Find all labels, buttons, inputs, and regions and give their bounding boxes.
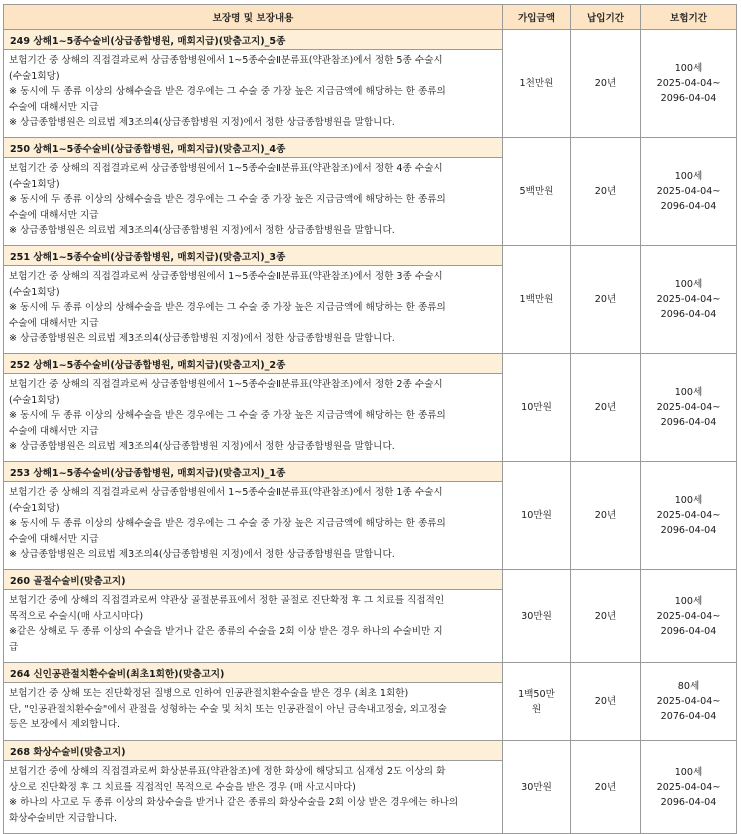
coverage-title-row xyxy=(4,246,737,266)
coverage-title-row xyxy=(4,462,737,482)
insurance-term xyxy=(641,462,737,570)
coverage-description-line: 수술에 대해서만 지급 xyxy=(9,317,99,329)
coverage-description-line: (수술1회당) xyxy=(9,178,60,190)
coverage-amount-line: 원 xyxy=(531,703,542,715)
insurance-term-line: 2025-04-04~ xyxy=(656,696,721,707)
coverage-description-line: 수술에 대해서만 지급 xyxy=(9,101,99,113)
insurance-term xyxy=(641,570,737,663)
table-header-row xyxy=(4,5,737,30)
insurance-term xyxy=(641,741,737,834)
coverage-description-line: 보험기간 중 상해의 직접결과로써 상급종합병원에서 1~5종수술Ⅱ분류표(약관참조)에서 정한 5종 수술시 xyxy=(9,55,443,66)
insurance-term xyxy=(641,663,737,741)
coverage-description-line: (수술1회당) xyxy=(9,70,60,82)
coverage-title-row xyxy=(4,663,737,683)
coverage-title: 260 골절수술비(맞춤고지) xyxy=(4,570,503,590)
payment-period: 20년 xyxy=(571,30,641,138)
coverage-description xyxy=(4,590,503,663)
header-amount: 가입금액 xyxy=(503,5,571,30)
coverage-description-line: 등은 보장에서 제외합니다. xyxy=(9,719,121,731)
payment-period: 20년 xyxy=(571,138,641,246)
coverage-description-line: (수술1회당) xyxy=(9,286,60,298)
coverage-description-line: 보험기간 중 상해의 직접결과로써 상급종합병원에서 1~5종수술Ⅱ분류표(약관참조)에서 정한 1종 수술시 xyxy=(9,487,443,498)
coverage-title: 249 상해1~5종수술비(상급종합병원, 매회지급)(맞춤고지)_5종 xyxy=(4,30,503,50)
coverage-description-line: 보험기간 중 상해 또는 진단확정된 질병으로 인하여 인공관절치환수술을 받은 경우 (최초 1회한) xyxy=(9,688,409,699)
coverage-description-line: ※ 상급종합병원은 의료법 제3조의4(상급종합병원 지정)에서 정한 상급종합병원을 말합니다. xyxy=(9,333,395,345)
insurance-term-line: 100세 xyxy=(674,171,703,182)
coverage-description-line: ※같은 상해로 두 종류 이상의 수술을 받거나 같은 종류의 수술을 2회 이상 받은 경우 하나의 수술비만 지 xyxy=(9,626,443,638)
coverage-description-line: ※ 상급종합병원은 의료법 제3조의4(상급종합병원 지정)에서 정한 상급종합병원을 말합니다. xyxy=(9,117,395,129)
coverage-title: 251 상해1~5종수술비(상급종합병원, 매회지급)(맞춤고지)_3종 xyxy=(4,246,503,266)
coverage-description-line: 보험기간 중에 상해의 직접결과로써 약관상 골절분류표에서 정한 골절로 진단확정 후 그 치료를 직접적인 xyxy=(9,595,445,606)
coverage-description xyxy=(4,761,503,834)
coverage-description-line: ※ 상급종합병원은 의료법 제3조의4(상급종합병원 지정)에서 정한 상급종합병원을 말합니다. xyxy=(9,225,395,237)
insurance-term xyxy=(641,138,737,246)
insurance-term-line: 2096-04-04 xyxy=(660,309,717,320)
coverage-title-row xyxy=(4,741,737,761)
insurance-term-line: 100세 xyxy=(674,279,703,290)
payment-period: 20년 xyxy=(571,462,641,570)
insurance-term-line: 2025-04-04~ xyxy=(656,610,721,622)
coverage-amount: 5백만원 xyxy=(503,138,571,246)
coverage-description-line: ※ 동시에 두 종류 이상의 상해수술을 받은 경우에는 그 수술 중 가장 높은 지급금액에 해당하는 한 종류의 xyxy=(9,86,446,98)
insurance-term-line: 2076-04-04 xyxy=(660,711,717,722)
coverage-description-line: 급 xyxy=(9,641,19,653)
coverage-description-line: 단, "인공관절치환수술"에서 관절을 성형하는 수술 및 처치 또는 인공관절이 아닌 금속내고정술, 외고정술 xyxy=(9,703,447,715)
coverage-description-line: ※ 상급종합병원은 의료법 제3조의4(상급종합병원 지정)에서 정한 상급종합병원을 말합니다. xyxy=(9,441,395,453)
insurance-term-line: 2025-04-04~ xyxy=(656,78,721,89)
insurance-term-line: 80세 xyxy=(677,681,700,692)
coverage-description-line: (수술1회당) xyxy=(9,502,60,514)
coverage-table xyxy=(3,4,737,834)
coverage-description-line: 보험기간 중 상해의 직접결과로써 상급종합병원에서 1~5종수술Ⅱ분류표(약관참조)에서 정한 3종 수술시 xyxy=(9,271,443,282)
coverage-title-row xyxy=(4,138,737,158)
coverage-description-line: 수술에 대해서만 지급 xyxy=(9,425,99,437)
coverage-description-line: 수술에 대해서만 지급 xyxy=(9,209,99,221)
insurance-term-line: 2096-04-04 xyxy=(660,93,717,104)
coverage-amount: 30만원 xyxy=(503,570,571,663)
coverage-title: 252 상해1~5종수술비(상급종합병원, 매회지급)(맞춤고지)_2종 xyxy=(4,354,503,374)
coverage-description xyxy=(4,683,503,741)
coverage-description-line: 수술에 대해서만 지급 xyxy=(9,533,99,545)
insurance-term-line: 2096-04-04 xyxy=(660,417,717,428)
insurance-term-line: 100세 xyxy=(674,495,703,506)
coverage-amount xyxy=(503,663,571,741)
insurance-term-line: 2025-04-04~ xyxy=(656,510,721,521)
coverage-description-line: ※ 동시에 두 종류 이상의 상해수술을 받은 경우에는 그 수술 중 가장 높은 지급금액에 해당하는 한 종류의 xyxy=(9,410,446,422)
coverage-description-line: 보험기간 중에 상해의 직접결과로써 화상분류표(약관참조)에 정한 화상에 해당되고 심재성 2도 이상의 화 xyxy=(9,766,446,777)
coverage-description xyxy=(4,50,503,138)
insurance-term-line: 100세 xyxy=(674,595,703,607)
insurance-term xyxy=(641,354,737,462)
coverage-amount: 1백만원 xyxy=(503,246,571,354)
coverage-description-line: 보험기간 중 상해의 직접결과로써 상급종합병원에서 1~5종수술Ⅱ분류표(약관참조)에서 정한 2종 수술시 xyxy=(9,379,443,390)
coverage-title-row xyxy=(4,354,737,374)
coverage-title-row xyxy=(4,570,737,590)
coverage-amount: 30만원 xyxy=(503,741,571,834)
coverage-title-row xyxy=(4,30,737,50)
insurance-term-line: 100세 xyxy=(674,766,703,778)
payment-period: 20년 xyxy=(571,663,641,741)
table-body xyxy=(4,30,737,834)
coverage-description xyxy=(4,158,503,246)
coverage-description-line: ※ 하나의 사고로 두 종류 이상의 화상수술을 받거나 같은 종류의 화상수술을 2회 이상 받은 경우에는 하나의 xyxy=(9,797,459,809)
coverage-title: 264 신인공관절치환수술비(최초1회한)(맞춤고지) xyxy=(4,663,503,683)
insurance-term-line: 2096-04-04 xyxy=(660,625,717,637)
header-coverage: 보장명 및 보장내용 xyxy=(4,5,503,30)
coverage-title: 253 상해1~5종수술비(상급종합병원, 매회지급)(맞춤고지)_1종 xyxy=(4,462,503,482)
insurance-term-line: 2096-04-04 xyxy=(660,796,717,808)
insurance-term-line: 100세 xyxy=(674,387,703,398)
insurance-term-line: 2025-04-04~ xyxy=(656,402,721,413)
coverage-amount: 1천만원 xyxy=(503,30,571,138)
coverage-description-line: ※ 동시에 두 종류 이상의 상해수술을 받은 경우에는 그 수술 중 가장 높은 지급금액에 해당하는 한 종류의 xyxy=(9,302,446,314)
coverage-description xyxy=(4,374,503,462)
coverage-title: 268 화상수술비(맞춤고지) xyxy=(4,741,503,761)
coverage-description-line: ※ 동시에 두 종류 이상의 상해수술을 받은 경우에는 그 수술 중 가장 높은 지급금액에 해당하는 한 종류의 xyxy=(9,518,446,530)
coverage-description-line: ※ 동시에 두 종류 이상의 상해수술을 받은 경우에는 그 수술 중 가장 높은 지급금액에 해당하는 한 종류의 xyxy=(9,194,446,206)
payment-period: 20년 xyxy=(571,570,641,663)
coverage-table-container xyxy=(3,4,736,834)
coverage-description-line: 상으로 진단확정 후 그 치료를 직접적인 목적으로 수술을 받은 경우 (매 사고시마다) xyxy=(9,781,356,793)
coverage-description-line: (수술1회당) xyxy=(9,394,60,406)
coverage-description-line: 보험기간 중 상해의 직접결과로써 상급종합병원에서 1~5종수술Ⅱ분류표(약관참조)에서 정한 4종 수술시 xyxy=(9,163,443,174)
coverage-description-line: ※ 상급종합병원은 의료법 제3조의4(상급종합병원 지정)에서 정한 상급종합병원을 말합니다. xyxy=(9,549,395,561)
insurance-term-line: 100세 xyxy=(674,63,703,74)
insurance-term-line: 2025-04-04~ xyxy=(656,781,721,793)
coverage-amount: 10만원 xyxy=(503,462,571,570)
payment-period: 20년 xyxy=(571,354,641,462)
insurance-term xyxy=(641,30,737,138)
header-payment-period: 납입기간 xyxy=(571,5,641,30)
coverage-description xyxy=(4,266,503,354)
coverage-amount: 10만원 xyxy=(503,354,571,462)
insurance-term-line: 2025-04-04~ xyxy=(656,186,721,197)
insurance-term-line: 2096-04-04 xyxy=(660,201,717,212)
coverage-description-line: 목적으로 수술시(매 사고시마다) xyxy=(9,610,144,622)
header-insurance-term: 보험기간 xyxy=(641,5,737,30)
insurance-term-line: 2025-04-04~ xyxy=(656,294,721,305)
coverage-title: 250 상해1~5종수술비(상급종합병원, 매회지급)(맞춤고지)_4종 xyxy=(4,138,503,158)
payment-period: 20년 xyxy=(571,246,641,354)
insurance-term xyxy=(641,246,737,354)
payment-period: 20년 xyxy=(571,741,641,834)
coverage-description xyxy=(4,482,503,570)
insurance-term-line: 2096-04-04 xyxy=(660,525,717,536)
coverage-description-line: 화상수술비만 지급합니다. xyxy=(9,812,118,824)
coverage-amount-line: 1백50만 xyxy=(518,688,555,700)
